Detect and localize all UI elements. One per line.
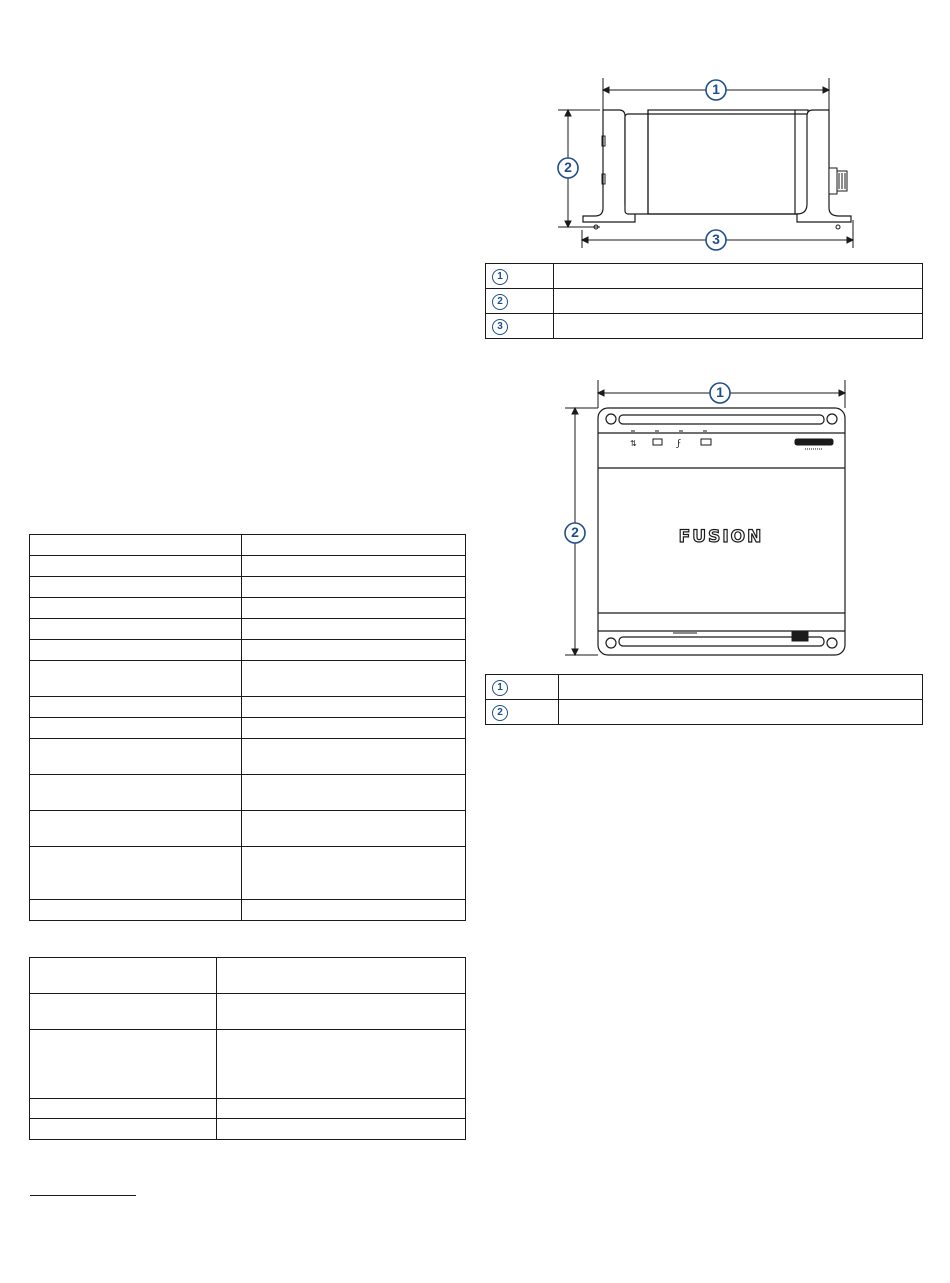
callout-1-top: 1 [716,384,724,400]
table-cell [242,619,466,640]
side-view-legend-table [485,263,923,339]
table-cell [217,994,466,1030]
legend-callout: 1 [492,680,508,696]
table-cell [30,900,242,921]
svg-text:⇅: ⇅ [630,439,637,448]
svg-text:ϝ: ϝ [677,439,682,449]
table-row [30,577,466,598]
table-cell [242,718,466,739]
legend-text [559,675,923,700]
table-cell [30,556,242,577]
table-row [30,811,466,847]
table-cell [30,619,242,640]
table-cell [242,598,466,619]
table-row [30,661,466,697]
table-row [30,697,466,718]
spec-table-2 [29,957,466,1140]
table-row [30,718,466,739]
table-cell [30,958,217,994]
table-cell [242,739,466,775]
table-cell [30,775,242,811]
callout-3-side: 3 [712,231,720,247]
table-row [30,1119,466,1140]
legend-row [486,314,923,339]
legend-callout: 2 [492,705,508,721]
table-cell [242,535,466,556]
table-row [30,994,466,1030]
legend-text [554,264,923,289]
table-cell [30,811,242,847]
legend-text [554,314,923,339]
table-row [30,847,466,900]
legend-callout: 3 [492,319,508,335]
table-row [30,1099,466,1119]
footnote-separator [30,1195,136,1196]
table-cell [30,661,242,697]
table-cell [242,577,466,598]
spec-table-1 [29,534,466,921]
table-cell [242,847,466,900]
top-view-dimension-diagram [555,375,855,665]
table-cell [217,958,466,994]
legend-row [486,675,923,700]
table-cell [242,900,466,921]
legend-text [559,700,923,725]
table-row [30,535,466,556]
table-cell [217,1099,466,1119]
legend-row [486,700,923,725]
table-cell [30,640,242,661]
table-cell [30,577,242,598]
side-view-dimension-diagram [540,70,870,260]
table-row [30,598,466,619]
callout-1-side: 1 [712,81,720,97]
table-cell [30,535,242,556]
table-cell [30,994,217,1030]
table-row [30,640,466,661]
table-cell [30,598,242,619]
legend-callout: 2 [492,294,508,310]
table-cell [30,697,242,718]
table-row [30,1030,466,1099]
table-row [30,775,466,811]
table-cell [242,556,466,577]
table-row [30,900,466,921]
legend-row [486,289,923,314]
table-row [30,958,466,994]
table-cell [242,697,466,718]
table-cell [30,847,242,900]
table-cell [30,1119,217,1140]
table-cell [30,1099,217,1119]
table-row [30,739,466,775]
callout-2-side: 2 [564,159,572,175]
table-cell [242,661,466,697]
legend-row [486,264,923,289]
table-cell [242,811,466,847]
legend-text [554,289,923,314]
table-cell [217,1119,466,1140]
table-cell [242,775,466,811]
table-cell [30,1030,217,1099]
top-view-legend-table [485,674,923,725]
table-cell [30,739,242,775]
callout-2-top: 2 [571,524,579,540]
legend-callout: 1 [492,269,508,285]
table-cell [242,640,466,661]
table-cell [30,718,242,739]
table-row [30,619,466,640]
table-row [30,556,466,577]
table-cell [217,1030,466,1099]
fusion-logo: FUSION [678,527,764,547]
